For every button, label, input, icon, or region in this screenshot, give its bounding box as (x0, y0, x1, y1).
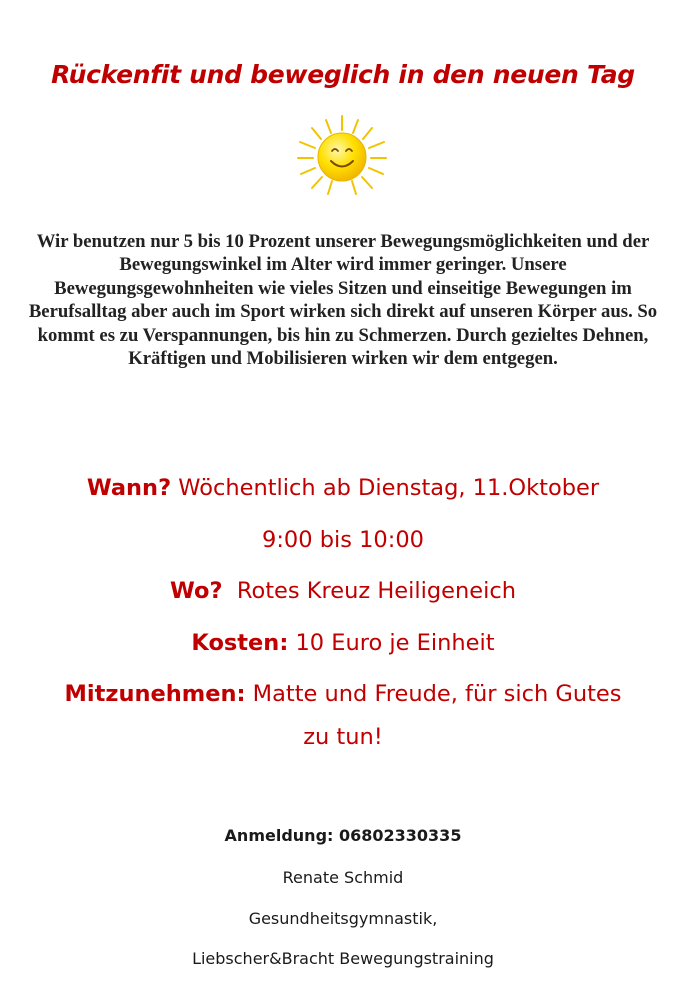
time-line: 9:00 bis 10:00 (262, 527, 424, 553)
bring-label: Mitzunehmen: (64, 681, 246, 707)
when-label: Wann? (86, 475, 172, 501)
cost-label: Kosten: (191, 630, 289, 656)
when-line (0, 475, 686, 501)
contact-role: Gesundheitsgymnastik, (248, 909, 438, 928)
intro-paragraph: Wir benutzen nur 5 bis 10 Prozent unserer Bewegungsmöglichkeiten und der Bewegungswinkel im Alter wird immer geringer. Unsere Bewegungsgewohnheiten wie vieles Sitzen und einseitige Bewegungen im Berufsalltag aber auch im Sport wirken sich direkt auf unseren Körper aus. So kommt es zu Verspannungen, bis hin zu Schmerzen. Durch gezieltes Dehnen, Kräftigen und Mobilisieren wirken wir dem entgegen. (28, 231, 658, 370)
where-value: Rotes Kreuz Heiligeneich (236, 578, 516, 604)
bring-line-continued: zu tun! (303, 724, 383, 750)
bring-line (0, 681, 686, 707)
where-label: Wo? (170, 578, 223, 604)
when-value: Wöchentlich ab Dienstag, 11.Oktober (178, 475, 600, 501)
contact-training: Liebscher&Bracht Bewegungstraining (192, 949, 494, 968)
cost-line (0, 630, 686, 656)
bring-value: Matte und Freude, für sich Gutes (252, 681, 622, 707)
contact-name: Renate Schmid (282, 868, 404, 887)
smiling-sun-icon (296, 112, 388, 198)
cost-value: 10 Euro je Einheit (295, 630, 495, 656)
registration-phone: Anmeldung: 06802330335 (224, 826, 462, 845)
where-line (0, 578, 686, 604)
page-title: Rückenfit und beweglich in den neuen Tag (51, 60, 635, 89)
